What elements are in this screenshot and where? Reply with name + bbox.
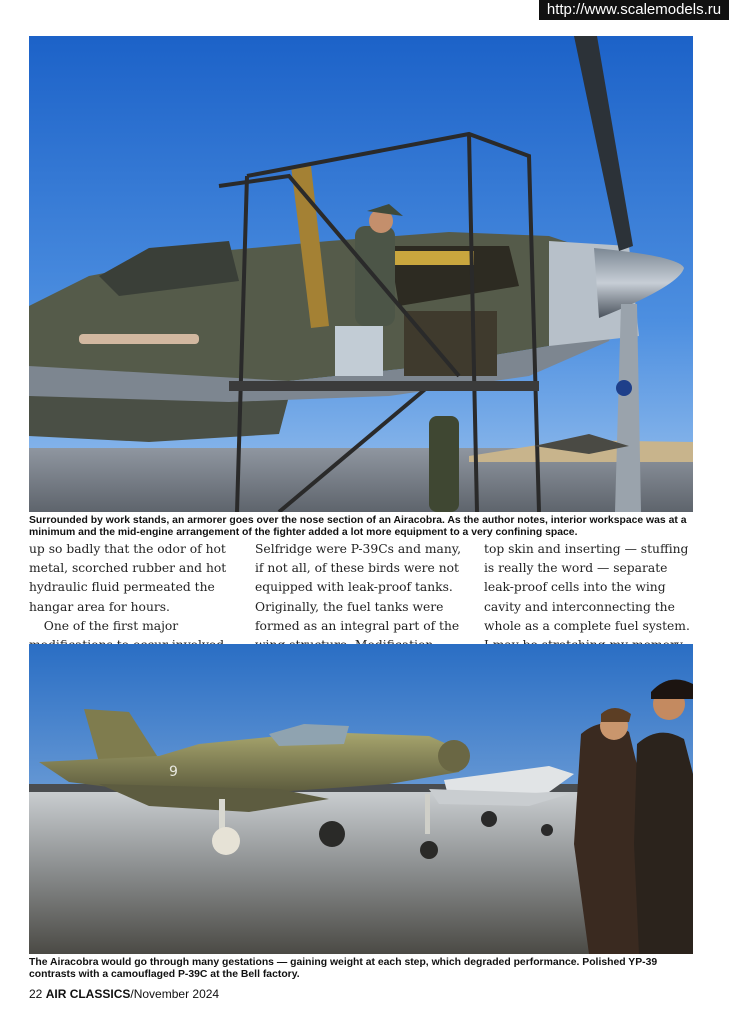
aircraft-marking: 9: [169, 764, 178, 780]
page-number: 22: [29, 987, 46, 1001]
article-paragraph: One of the first major: [43, 618, 179, 633]
site-watermark: http://www.scalemodels.ru: [539, 0, 729, 20]
article-paragraph: up so badly that the odor of hot metal, scorched rubber and hot hydraulic fluid permeated the hangar area for hours.: [29, 542, 227, 614]
page-footer: [29, 987, 429, 1001]
armorer-on-work-stand-photo: [29, 36, 693, 512]
issue-date: /November 2024: [130, 987, 220, 1001]
airacobra-ramp-photo: [29, 644, 693, 954]
article-paragraph: top skin and inserting — stuffing is really the word — separate leak-proof cells into the wing cavity and interconnecting the whole as a complete fuel system.: [484, 542, 690, 633]
article-paragraph: Selfridge were P-39Cs and many, if not all, of these birds were not equipped with leak-proof tanks. Originally, the fuel tanks were formed as an integral part of the: [255, 542, 461, 633]
top-photo-caption: Surrounded by work stands, an armorer goes over the nose section of an Airacobra. As the author notes, interior workspace was at a minimum and the mid-engine arrangement of the fighter added a lot more equipment to a very confining space.: [29, 515, 687, 538]
bottom-photo-caption: The Airacobra would go through many gestations — gaining weight at each step, which degraded performance. Polished YP-39 contrasts with a camouflaged P-39C at the Bell factory.: [29, 957, 658, 980]
magazine-title: AIR CLASSICS: [45, 987, 131, 1001]
